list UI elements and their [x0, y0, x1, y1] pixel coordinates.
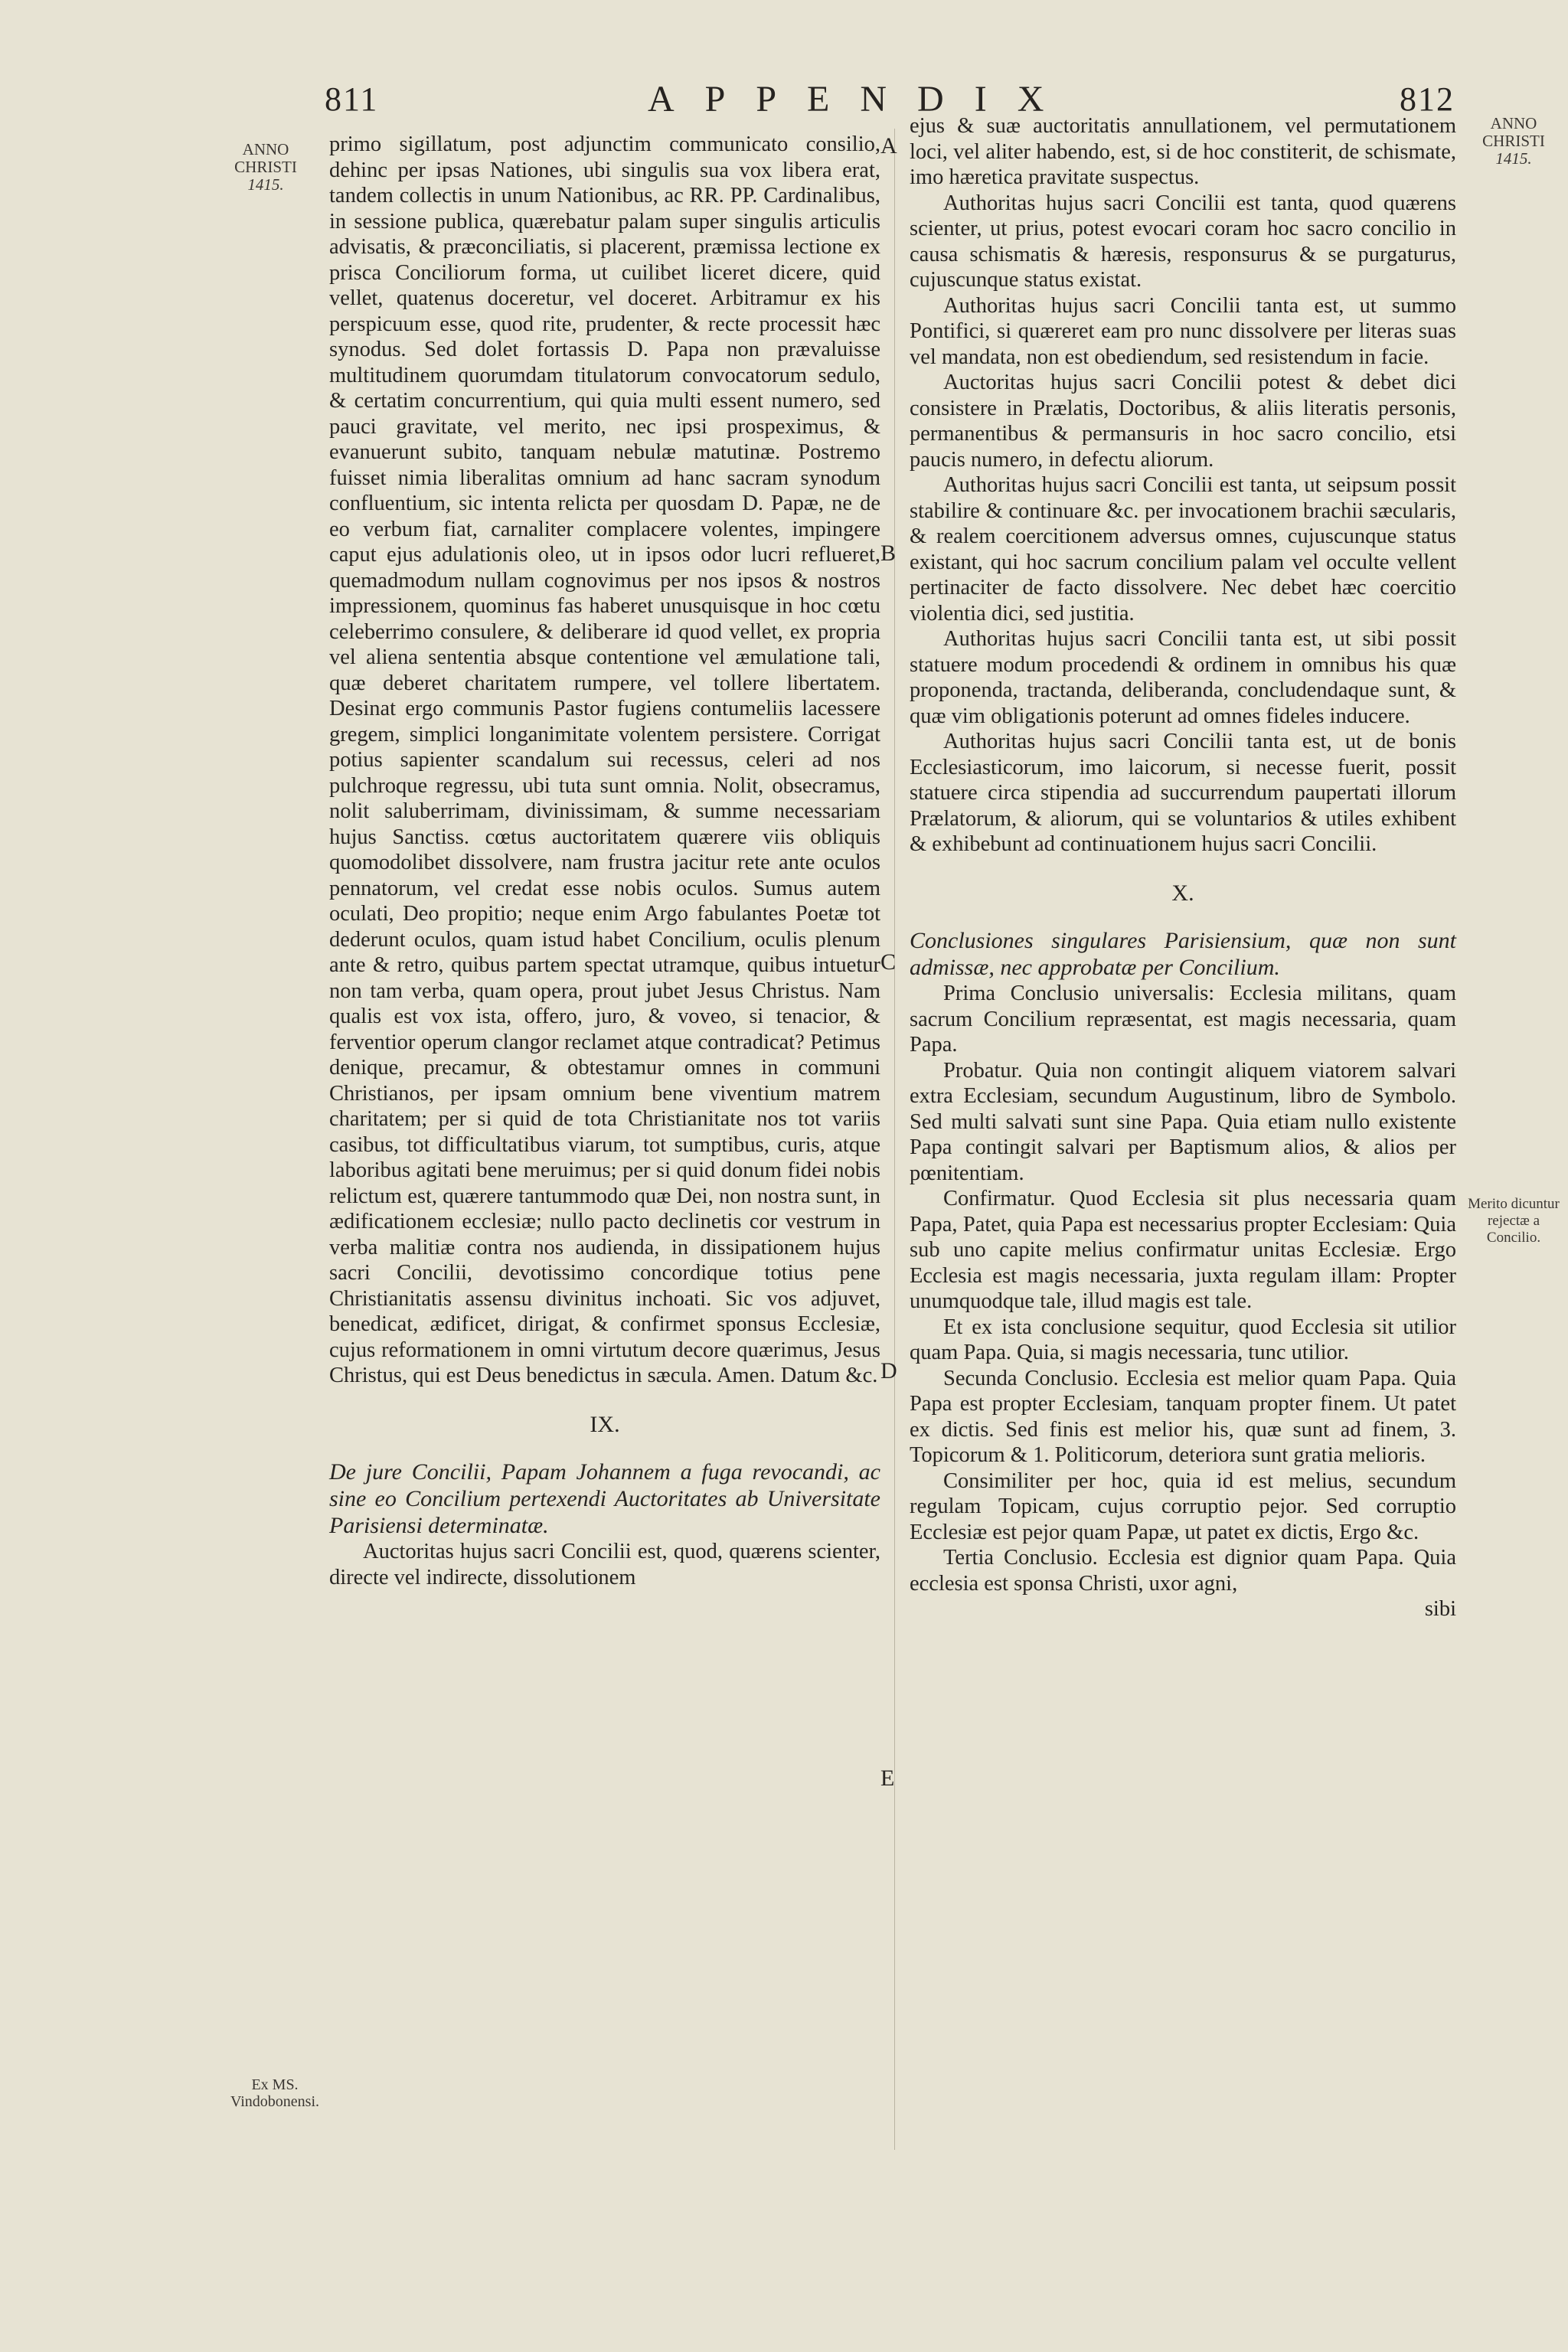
anno-year: 1415. — [1495, 149, 1532, 168]
letter-marker-e: E — [880, 1766, 895, 1791]
margin-note-manuscript-source: Ex MS. Vindobonensi. — [230, 2076, 319, 2110]
folio-left: 811 — [325, 80, 379, 118]
section-heading: Conclusiones singulares Parisiensium, quæ non sunt admissæ, nec approbatæ per Concilium. — [910, 928, 1456, 980]
running-title: APPENDIX — [648, 79, 1075, 119]
paragraph: Authoritas hujus sacri Concilii est tanta, ut seipsum possit stabilire & continuare &c. per invocationem brachii sæcularis, & realem coercitionem adversus omnes, cujuscunque status existant, qui hoc sacrum concilium palam vel occulte vellent pertinaciter de facto dissolvere. Nec debet hæc coercitio violentia dici, sed justitia. — [910, 473, 1456, 626]
left-text-column — [329, 132, 880, 1590]
margin-anno-right — [1465, 115, 1562, 168]
paragraph: Auctoritas hujus sacri Concilii est, quod, quærens scienter, directe vel indirecte, dissolutionem — [329, 1540, 880, 1589]
anno-year: 1415. — [247, 175, 284, 194]
paragraph: Prima Conclusio universalis: Ecclesia militans, quam sacrum Concilium repræsentat, est magis necessaria, quam Papa. — [910, 982, 1456, 1057]
paragraph: Auctoritas hujus sacri Concilii potest & debet dici consistere in Prælatis, Doctoribus, & aliis literatis personis, permanentibus & permansuris in hoc sacro concilio, etsi paucis numero, in defectu aliorum. — [910, 371, 1456, 472]
paragraph: Tertia Conclusio. Ecclesia est dignior quam Papa. Quia ecclesia est sponsa Christi, uxor agni, — [910, 1546, 1456, 1596]
section-heading: De jure Concilii, Papam Johannem a fuga revocandi, ac sine eo Concilium pertexendi Auctoritates ab Universitate Parisiensi determinatæ. — [329, 1459, 880, 1538]
anno-label: ANNO — [242, 140, 289, 158]
margin-anno-left — [213, 141, 318, 194]
anno-christi: CHRISTI — [234, 158, 297, 176]
letter-marker-d: D — [880, 1358, 897, 1383]
paragraph: Authoritas hujus sacri Concilii tanta est, ut de bonis Ecclesiasticorum, imo laicorum, si necesse fuerit, possit statuere circa stipendia ad succurrendum paupertati illorum Prælatorum, & aliorum, qui se voluntarios & utiles exhibent & exhibebunt ad continuationem hujus sacri Concilii. — [910, 730, 1456, 856]
anno-christi: CHRISTI — [1482, 132, 1545, 150]
letter-marker-b: B — [880, 541, 897, 566]
paragraph: Et ex ista conclusione sequitur, quod Ecclesia sit utilior quam Papa. Quia, si magis necessaria, tunc utilior. — [910, 1315, 1456, 1364]
margin-note-merito: Merito dicuntur rejectæ a Concilio. — [1468, 1196, 1560, 1246]
right-text-column — [910, 113, 1456, 1622]
paragraph: Consimiliter per hoc, quia id est melius, secundum regulam Topicam, cujus corruptio pejor. Sed corruptio Ecclesiæ est pejor quam Papæ, ut patet ex dictis, Ergo &c. — [910, 1468, 1456, 1544]
paragraph: ejus & suæ auctoritatis annullationem, vel permutationem loci, vel aliter habendo, est, si de hoc constiterit, de schismate, imo hæretica pravitate suspectus. — [910, 114, 1456, 189]
section-number: X. — [1171, 880, 1194, 906]
paragraph: primo sigillatum, post adjunctim communicato consilio, dehinc per ipsas Nationes, ubi singulis sua vox libera erat, tandem collectis in unum Nationibus, ac RR. PP. Cardinalibus, in sessione publica, quærebatur palam super singulis articulis advisatis, & præconciliatis, si placerent, præmissa lectione ex prisca Conciliorum forma, ut cuilibet liceret dicere, quid vellet, quatenus doceretur, vel doceret. Arbitramur ex his perspicuum esse, quod rite, prudenter, & recte processit hæc synodus. Sed dolet fortassis D. Papa non prævaluisse multitudinem quorumdam titulatorum convocatorum sedulo, & certatim concurrentium, qui quia multi essent numero, sed pauci gravitate, vel merito, nec ipsi prospeximus, & evanuerunt subito, tanquam nebulæ matutinæ. Postremo fuisset nimia liberalitas omnium ad hanc sacram synodum confluentium, sic intenta relicta per quosdam D. Papæ, ne de eo verbum fiat, carnaliter complacere volentes, impingere caput ejus adulationis oleo, ut in ipsos odor lucri reflueret, quemadmodum nullam cognovimus per nos ipsos & nostros impressionem, quominus fas haberet unusquisque in hoc cœtu celeberrimo consulere, & deliberare id quod vellet, ex propria vel aliena sententia absque contentione vel æmulatione tali, quæ deberet charitatem rumpere, vel tollere libertatem. Desinat ergo communis Pastor fugiens contumeliis lacessere gregem, simplici longanimitate volentem persistere. Corrigat potius sapienter scandalum sui recessus, celeri ad nos pulchroque regressu, ubi tuta sunt omnia. Nolit, obsecramus, nolit saluberrimam, divinissimam, & summe necessariam hujus Sanctiss. cœtus auctoritatem quærere viis obliquis quomodolibet dissolvere, nam frustra jacitur rete ante oculos pennatorum, vel credat esse nobis oculos. Sumus autem oculati, Deo propitio; neque enim Argo fabulantes Poetæ tot dederunt oculos, quam istud habet Concilium, oculis plenum ante & retro, quibus partem spectat utramque, quibus intuetur non tam verba, quam opera, prout jubet Jesus Christus. Nam qualis est vox ista, offero, juro, & voveo, si tenacior, & ferventior operum clangor reclamet atque contradicat? Petimus denique, precamur, & obtestamur omnes in communi Christianos, per ipsam omnium bene viventium matrem charitatem; per si quid de tota Christianitate nos tot variis casibus, tot difficultatibus viarum, tot sumptibus, curis, atque laboribus agitati bene meruimus; per si quid donum fidei nobis relictum est, quærere tantummodo quæ Dei, non nostra sunt, in ædificationem ecclesiæ; nullo pacto declinetis cor vestrum in verba malitiæ contra nos audienda, in dissipationem hujus sacri Concilii, devotissimo concordique totius pene Christianitatis assensu divinitus inchoati. Sic vos adjuvet, benedicat, ædificet, dirigat, & confirmet sponsus Ecclesiæ, cujus reformationem in omni virtutum decore quærimus, Jesus Christus, qui est Deus benedictus in sæcula. Amen. Datum &c. — [329, 132, 880, 1387]
column-gutter-divider — [894, 129, 895, 2150]
paragraph: Authoritas hujus sacri Concilii tanta est, ut sibi possit statuere modum procedendi & ordinem in omnibus his quæ proponenda, tractanda, deliberanda, concludendaque sunt, & quæ vim obligationis poterunt ad omnes fideles inducere. — [910, 627, 1456, 728]
paragraph: Authoritas hujus sacri Concilii est tanta, quod quærens scienter, ut prius, potest evocari coram hoc sacro concilio in causa schismatis & hæresis, responsurus & se purgaturus, cujuscunque status existat. — [910, 191, 1456, 292]
folio-right: 812 — [1400, 80, 1455, 118]
paragraph: Authoritas hujus sacri Concilii tanta est, ut summo Pontifici, si quæreret eam pro nunc dissolvere per literas suas vel mandata, non est obediendum, sed resistendum in facie. — [910, 293, 1456, 369]
anno-label: ANNO — [1490, 114, 1537, 132]
paragraph: Probatur. Quia non contingit aliquem viatorem salvari extra Ecclesiam, secundum Augustinum, libro de Symbolo. Sed multi salvati sunt sine Papa. Quia etiam nullo existente Papa contingit salvari per Baptismum alios, & alios per pœnitentiam. — [910, 1058, 1456, 1185]
letter-marker-a: A — [880, 133, 897, 158]
section-number: IX. — [590, 1411, 620, 1437]
letter-marker-c: C — [880, 949, 897, 975]
paragraph: Confirmatur. Quod Ecclesia sit plus necessaria quam Papa, Patet, quia Papa est necessarius propter Ecclesiam: Quia sub uno capite melius confirmatur unitas Ecclesiæ. Ergo Ecclesia est magis necessaria, juxta regulam illam: Propter unumquodque tale, illud magis est tale. — [910, 1187, 1456, 1313]
paragraph: Secunda Conclusio. Ecclesia est melior quam Papa. Quia Papa est propter Ecclesiam, tanquam propter finem. Ut patet ex dictis. Sed finis est melior his, quæ sunt ad finem, 3. Topicorum & 1. Politicorum, deteriora sunt gratia melioris. — [910, 1366, 1456, 1467]
catchword: sibi — [1424, 1597, 1456, 1621]
